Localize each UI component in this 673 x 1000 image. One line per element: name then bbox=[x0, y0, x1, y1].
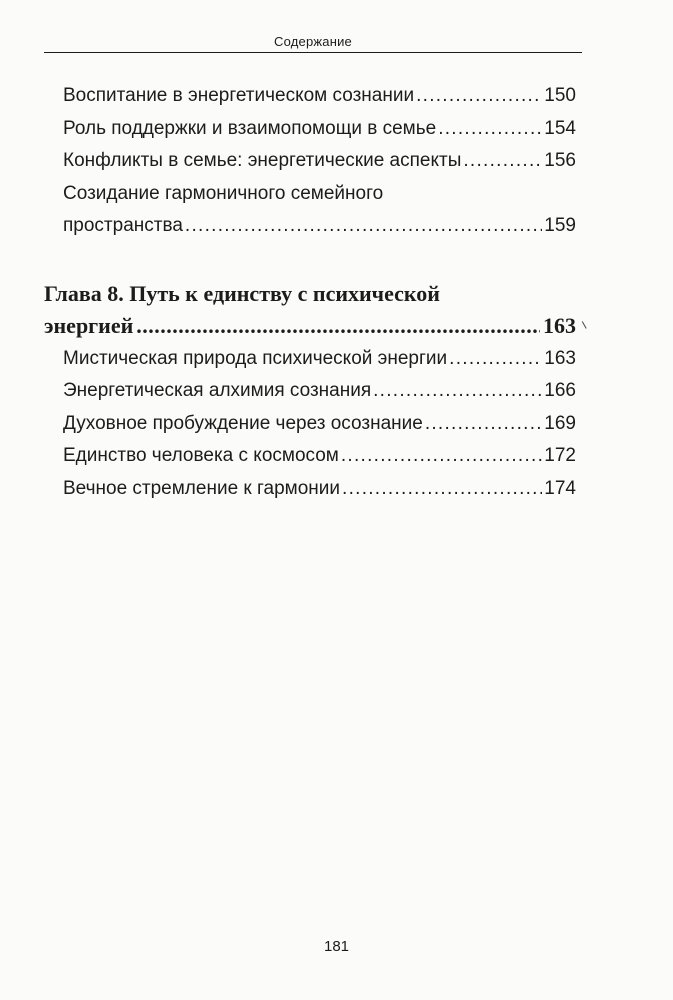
toc-entry-title: Воспитание в энергетическом сознании bbox=[63, 85, 415, 106]
toc-entry[interactable] bbox=[63, 409, 576, 439]
dot-leader bbox=[373, 376, 542, 406]
chapter-heading-line1[interactable] bbox=[44, 279, 576, 309]
toc-entry-title: Мистическая природа психической энергии bbox=[63, 348, 448, 369]
toc-entry[interactable] bbox=[63, 81, 576, 111]
page-number: 181 bbox=[323, 938, 350, 955]
toc-entry[interactable] bbox=[63, 114, 576, 144]
toc-entry-line1[interactable] bbox=[63, 179, 576, 209]
toc-entry-page: 159 bbox=[544, 215, 576, 236]
toc-entry[interactable] bbox=[63, 211, 576, 241]
toc-entry[interactable] bbox=[63, 344, 576, 374]
toc-entry[interactable] bbox=[63, 441, 576, 471]
dot-leader bbox=[341, 441, 542, 471]
toc-entry-page: 169 bbox=[544, 413, 576, 434]
toc-entry-title: Роль поддержки и взаимопомощи в семье bbox=[63, 118, 437, 139]
toc-entry-page: 172 bbox=[544, 445, 576, 466]
dot-leader bbox=[438, 114, 542, 144]
toc-entry-title: Духовное пробуждение через осознание bbox=[63, 413, 423, 434]
stray-mark bbox=[578, 321, 586, 330]
dot-leader bbox=[425, 409, 542, 439]
header-rule bbox=[44, 52, 582, 53]
toc-entry-page: 150 bbox=[544, 85, 576, 106]
toc-entry-page: 156 bbox=[544, 150, 576, 171]
toc-entry[interactable] bbox=[63, 146, 576, 176]
toc-entry-title: Созидание гармоничного семейного bbox=[63, 183, 384, 204]
toc-entry-title: Единство человека с космосом bbox=[63, 445, 339, 466]
toc-entry-page: 154 bbox=[544, 118, 576, 139]
toc-entry-page: 163 bbox=[544, 348, 576, 369]
dot-leader bbox=[449, 344, 542, 374]
chapter-title-continued: энергией bbox=[44, 313, 134, 338]
toc-entry-title: Энергетическая алхимия сознания bbox=[63, 380, 372, 401]
chapter-heading[interactable] bbox=[44, 311, 576, 341]
toc-entry-title: Вечное стремление к гармонии bbox=[63, 478, 341, 499]
toc-entry-title-continued: пространства bbox=[63, 215, 183, 236]
dot-leader bbox=[185, 211, 542, 241]
chapter-page: 163 bbox=[543, 313, 576, 338]
dot-leader bbox=[342, 474, 542, 504]
toc-entry[interactable] bbox=[63, 376, 576, 406]
toc-entry-page: 174 bbox=[544, 478, 576, 499]
dot-leader bbox=[416, 81, 542, 111]
running-title: Содержание bbox=[274, 34, 352, 49]
dot-leader bbox=[136, 311, 540, 341]
chapter-title: Глава 8. Путь к единству с психической bbox=[44, 281, 440, 306]
toc-entry[interactable] bbox=[63, 474, 576, 504]
toc-entry-page: 166 bbox=[544, 380, 576, 401]
toc-entry-title: Конфликты в семье: энергетические аспекты bbox=[63, 150, 462, 171]
dot-leader bbox=[463, 146, 542, 176]
